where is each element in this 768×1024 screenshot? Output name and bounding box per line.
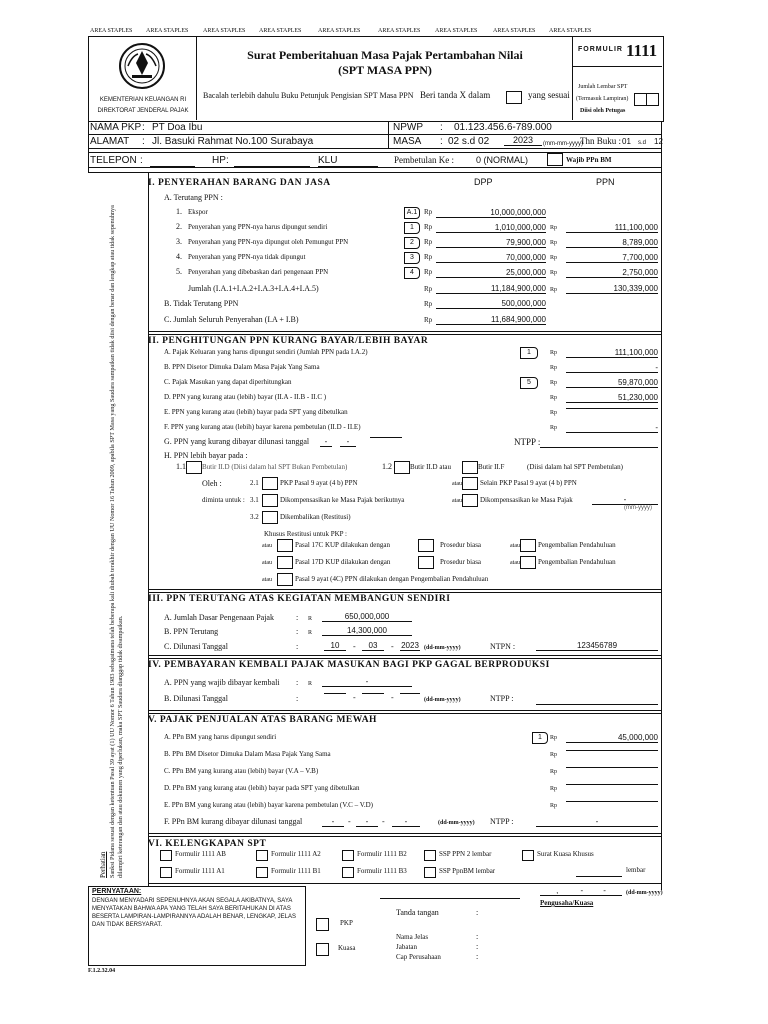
sec2-row-value[interactable] (566, 408, 658, 409)
cap-colon: : (476, 952, 479, 961)
section-3-c-mm[interactable]: 03 (362, 641, 384, 651)
sec5-row-label: E. PPn BM yang kurang atau (lebih) bayar karena pembetulan (V.C – V.D) (164, 801, 373, 809)
declaration-title: PERNYATAAN: (92, 888, 142, 895)
sec1-row-ppn-rp: Rp (550, 225, 558, 231)
section-3-b-label: B. PPN Terutang (164, 627, 219, 636)
thn-buku-to[interactable]: 12 (654, 137, 663, 146)
kompensasi-masa[interactable]: - (592, 495, 658, 505)
sec1-row-no: 3. (176, 237, 182, 246)
thn-buku-sd: s.d (638, 140, 647, 146)
section-3-c-label: C. Dilunasi Tanggal (164, 642, 228, 651)
tanda-tangan-colon: : (476, 908, 479, 917)
sec2-row-label: F. PPN yang kurang atau (lebih) bayar karena pembetulan (II.D - II.E) (164, 423, 361, 431)
sec1-row-rp: Rp (424, 268, 433, 276)
atau-6: atau (510, 560, 520, 566)
h11-checkbox[interactable] (186, 461, 202, 474)
pkp-pasal-checkbox[interactable] (262, 477, 278, 490)
section-5-f-yyyy[interactable]: - (392, 817, 420, 827)
selain-pkp-checkbox[interactable] (462, 477, 478, 490)
pasal17d-checkbox[interactable] (277, 556, 293, 569)
sec1-row-label: Penyerahan yang dibebaskan dari pengenaan PPN (188, 268, 329, 276)
section-4-a-label: A. PPN yang wajib dibayar kembali (164, 678, 280, 687)
sec1-row-label: Ekspor (188, 208, 208, 216)
ppn-header: PPN (596, 177, 615, 187)
sec1-row-no: 4. (176, 252, 182, 261)
kompensasi-checkbox[interactable] (262, 494, 278, 507)
sec1-row-dpp[interactable]: 70,000,000 (436, 253, 546, 263)
tidak-terutang-label: B. Tidak Terutang PPN (164, 299, 239, 308)
section-5-f-dd[interactable]: - (322, 817, 344, 827)
section-4-b-dd[interactable] (324, 693, 346, 694)
footer-code: F.1.2.32.04 (88, 968, 116, 974)
sec6-checkbox[interactable] (342, 850, 354, 861)
alamat-value[interactable]: Jl. Basuki Rahmat No.100 Surabaya (152, 136, 314, 147)
masa-label: MASA (393, 136, 422, 147)
sec1-row-ppn[interactable]: 7,700,000 (566, 253, 658, 263)
sec1-row-rp: Rp (424, 238, 433, 246)
staple-label: AREA STAPLES (90, 28, 133, 34)
sec1-row-code: A.1 (404, 207, 420, 219)
signature-date[interactable]: , - - (540, 886, 622, 896)
staple-label: AREA STAPLES (146, 28, 189, 34)
section-3-b-value[interactable]: 14,300,000 (322, 626, 412, 636)
sec5-row-label: D. PPn BM yang kurang atau (lebih) bayar pada SPT yang dibetulkan (164, 784, 360, 792)
sec6-checkbox[interactable] (160, 867, 172, 878)
hp-colon: : (226, 155, 229, 166)
sec6-item-label: Formulir 1111 B2 (357, 850, 407, 858)
staple-label: AREA STAPLES (203, 28, 246, 34)
selain-pkp-label: Selain PKP Pasal 9 ayat (4 b) PPN (480, 479, 577, 487)
section-4-b-colon: : (296, 694, 299, 703)
npwp-label: NPWP (393, 122, 423, 133)
section-4-b-label: B. Dilunasi Tanggal (164, 694, 228, 703)
section-4-b-yyyy[interactable] (400, 693, 420, 694)
side-note-heading: Perhatian (99, 851, 107, 878)
sec5-row-rp: Rp (550, 735, 558, 741)
jumlah-ppn: 130,339,000 (566, 284, 658, 294)
sec2-row-label: D. PPN yang kurang atau (lebih) bayar (II.A - II.B - II.C ) (164, 393, 327, 401)
jumlah-rp: Rp (424, 285, 433, 293)
sec1-row-code: 4 (404, 267, 420, 279)
formulir-number: 1111 (626, 41, 658, 60)
section-4-title: IV. PEMBAYARAN KEMBALI PAJAK MASUKAN BAGI PKP GAGAL BERPRODUKSI (148, 660, 550, 670)
masa-colon: : (440, 136, 443, 147)
atau-5: atau (262, 560, 272, 566)
section-2-h-label: H. PPN lebih bayar pada : (164, 451, 248, 460)
sec1-row-dpp[interactable]: 1,010,000,000 (436, 223, 546, 233)
pasal17d-prosedur-checkbox[interactable] (418, 556, 434, 569)
staple-label: AREA STAPLES (435, 28, 478, 34)
sec2-row-label: B. PPN Disetor Dimuka Dalam Masa Pajak Yang Sama (164, 363, 320, 371)
lembar-label-2: (Termasuk Lampiran) (576, 96, 629, 102)
sec6-checkbox[interactable] (424, 850, 436, 861)
sec6-checkbox[interactable] (424, 867, 436, 878)
kompensasi-label: Dikompensasikan ke Masa Pajak berikutnya (280, 496, 405, 504)
telepon-colon: : (140, 155, 143, 166)
section-1-title: I. PENYERAHAN BARANG DAN JASA (148, 178, 331, 188)
jumlah-dpp: 11,184,900,000 (436, 284, 546, 294)
sec1-row-code: 1 (404, 222, 420, 234)
masa-value[interactable]: 02 s.d 02 (448, 136, 490, 147)
sec5-row-code: 1 (532, 732, 548, 744)
pasal9-checkbox[interactable] (277, 573, 293, 586)
sec1-row-ppn[interactable]: 2,750,000 (566, 268, 658, 278)
sec1-row-ppn-rp: Rp (550, 255, 558, 261)
sec1-row-label: Penyerahan yang PPN-nya dipungut oleh Pemungut PPN (188, 238, 349, 246)
sec6-checkbox[interactable] (160, 850, 172, 861)
diminta-label: diminta untuk : (202, 496, 245, 504)
sec2-row-value[interactable]: - (566, 423, 658, 433)
h21-label: 2.1 (250, 479, 259, 487)
sec6-item-label: Formulir 1111 B3 (357, 867, 407, 875)
wajib-ppnbm-label: Wajib PPn BM (566, 156, 612, 164)
kuasa-label: Kuasa (338, 944, 356, 952)
pembetulan-value[interactable]: 0 (NORMAL) (476, 155, 529, 165)
form-subtitle: (SPT MASA PPN) (338, 63, 432, 77)
hp-label: HP (212, 155, 226, 166)
section-3-ntpn-value[interactable]: 123456789 (536, 641, 658, 651)
pasal17c-checkbox[interactable] (277, 539, 293, 552)
section-4-a-value[interactable]: - (322, 677, 412, 687)
sec1-row-no: 5. (176, 267, 182, 276)
sec5-row-value[interactable] (566, 750, 658, 751)
pengusaha-label: Pengusaha/Kuasa (540, 899, 594, 907)
sec1-row-ppn-rp: Rp (550, 240, 558, 246)
sec1-row-rp: Rp (424, 223, 433, 231)
sec1-row-ppn[interactable]: 8,789,000 (566, 238, 658, 248)
side-note (100, 178, 140, 878)
dpp-header: DPP (474, 177, 493, 187)
staple-label: AREA STAPLES (493, 28, 536, 34)
section-3-b-r: R (308, 630, 313, 636)
wajib-ppnbm-checkbox[interactable] (547, 153, 563, 166)
pkp-label: PKP (340, 919, 353, 927)
section-2-g-ntpp-label: NTPP : (514, 437, 541, 447)
section-3-ntpn-label: NTPN : (490, 642, 516, 651)
formulir-label: FORMULIR (578, 46, 623, 53)
pkp-pasal-label: PKP Pasal 9 ayat (4 b) PPN (280, 479, 358, 487)
mark-note: Beri tanda X dalam (420, 90, 491, 100)
section-3-b-colon: : (296, 627, 299, 636)
nama-label: NAMA PKP (90, 122, 142, 133)
ministry-logo (118, 42, 166, 90)
h31-label: 3.1 (250, 496, 259, 504)
sec6-item-label: Formulir 1111 B1 (271, 867, 321, 875)
sec2-row-value[interactable]: 51,230,000 (566, 393, 658, 403)
staple-label: AREA STAPLES (549, 28, 592, 34)
sec1-row-label: Penyerahan yang PPN-nya harus dipungut sendiri (188, 223, 328, 231)
nama-jelas-colon: : (476, 932, 479, 941)
lembar-box-2[interactable] (646, 93, 659, 106)
section-4-ntpp-label: NTPP : (490, 694, 514, 703)
atau-2: atau (452, 498, 462, 504)
atau-4: atau (510, 543, 520, 549)
npwp-value[interactable]: 01.123.456.6-789.000 (454, 122, 552, 133)
restitusi-label: Dikembalikan (Restitusi) (280, 513, 351, 521)
sec5-row-rp: Rp (550, 786, 558, 792)
section-2-title: II. PENGHITUNGAN PPN KURANG BAYAR/LEBIH BAYAR (148, 336, 429, 346)
nama-jelas-label: Nama Jelas (396, 933, 429, 941)
section-4-a-colon: : (296, 678, 299, 687)
sec2-row-rp: Rp (550, 365, 558, 371)
section-3-a-r: R (308, 616, 313, 622)
jumlah-seluruh-label: C. Jumlah Seluruh Penyerahan (I.A + I.B) (164, 315, 299, 324)
sec5-row-value[interactable]: 45,000,000 (566, 733, 658, 743)
tidak-terutang-rp: Rp (424, 300, 433, 308)
signature-date-format: (dd-mm-yyyy) (626, 890, 663, 896)
pasal9-label: Pasal 9 ayat (4C) PPN dilakukan dengan Pengembalian Pendahuluan (295, 575, 489, 583)
section-3-c-colon: : (296, 642, 299, 651)
tanda-tangan-label: Tanda tangan (396, 908, 439, 917)
pasal17d-pengembalian-checkbox[interactable] (520, 556, 536, 569)
pasal17d-pengembalian-label: Pengembalian Pendahuluan (538, 558, 616, 566)
sec1-row-dpp[interactable]: 10,000,000,000 (436, 208, 546, 218)
kompensasi2-label: Dikompensasikan ke Masa Pajak (480, 496, 573, 504)
restitusi-checkbox[interactable] (262, 511, 278, 524)
h32-label: 3.2 (250, 513, 259, 521)
sec1-row-rp: Rp (424, 208, 433, 216)
section-2-h11: 1.1 (176, 462, 186, 471)
alamat-label: ALAMAT (90, 136, 130, 147)
pasal17c-prosedur-checkbox[interactable] (418, 539, 434, 552)
sec1-row-label: Penyerahan yang PPN-nya tidak dipungut (188, 253, 306, 261)
mark-example-box (506, 91, 522, 104)
sec5-row-value[interactable] (566, 784, 658, 785)
h12b-checkbox[interactable] (462, 461, 478, 474)
sec2-row-value[interactable]: 59,870,000 (566, 378, 658, 388)
sec2-row-value[interactable]: 111,100,000 (566, 348, 658, 358)
pasal17c-prosedur-label: Prosedur biasa (440, 541, 482, 549)
form-title: Surat Pemberitahuan Masa Pajak Pertambahan Nilai (247, 48, 523, 62)
jumlah-ppn-rp: Rp (550, 287, 558, 293)
sec6-checkbox[interactable] (256, 850, 268, 861)
sec2-row-value[interactable]: - (566, 363, 658, 373)
sec1-row-ppn[interactable]: 111,100,000 (566, 223, 658, 233)
sec2-row-code: 5 (520, 377, 538, 389)
pasal17d-prosedur-label: Prosedur biasa (440, 558, 482, 566)
section-6-title: VI. KELENGKAPAN SPT (148, 839, 267, 849)
thn-buku-from[interactable]: 01 (622, 137, 631, 146)
kompensasi2-checkbox[interactable] (462, 494, 478, 507)
sec5-row-label: B. PPn BM Disetor Dimuka Dalam Masa Pajak Yang Sama (164, 750, 331, 758)
sec1-row-no: 2. (176, 222, 182, 231)
section-5-ntpp-label: NTPP : (490, 817, 514, 826)
sec6-item-label: Surat Kuasa Khusus (537, 850, 594, 858)
kuasa-checkbox[interactable] (316, 943, 329, 956)
h12-label: Butir II.D atau (410, 463, 452, 471)
section-5-format: (dd-mm-yyyy) (438, 820, 475, 826)
pasal17c-pengembalian-label: Pengembalian Pendahuluan (538, 541, 616, 549)
section-3-format: (dd-mm-yyyy) (424, 645, 461, 651)
sec2-row-rp: Rp (550, 425, 558, 431)
pkp-checkbox[interactable] (316, 918, 329, 931)
declaration-text: DENGAN MENYADARI SEPENUHNYA AKAN SEGALA AKIBATNYA, SAYA MENYATAKAN BAHWA APA YANG TELAH SAYA BERITAHUKAN DI ATAS BESERTA LAMPIRAN-LAMPIRANNYA ADALAH BENAR, LENGKAP, JELAS DAN TIDAK BERSYARAT. (92, 898, 296, 928)
jumlah-seluruh-dpp: 11,684,900,000 (436, 315, 546, 325)
sec1-row-no: 1. (176, 207, 182, 216)
npwp-colon: : (440, 122, 443, 133)
sec6-checkbox[interactable] (342, 867, 354, 878)
sec6-item-label: Formulir 1111 AB (175, 850, 226, 858)
lembar-label: Jumlah Lembar SPT (578, 84, 628, 90)
section-3-a-label: A. Jumlah Dasar Pengenaan Pajak (164, 613, 274, 622)
sec2-row-rp: Rp (550, 395, 558, 401)
atau-1: atau (452, 481, 462, 487)
sec5-row-value[interactable] (566, 767, 658, 768)
sec2-row-label: A. Pajak Keluaran yang harus dipungut sendiri (Jumlah PPN pada I.A.2) (164, 348, 368, 356)
jumlah-seluruh-rp: Rp (424, 316, 433, 324)
sec6-item-label: SSP PpnBM lembar (439, 867, 496, 875)
petugas-label: Diisi oleh Petugas (580, 108, 626, 114)
sec1-row-dpp[interactable]: 25,000,000 (436, 268, 546, 278)
khusus-label: Khusus Restitusi untuk PKP : (264, 530, 347, 538)
sec6-item-label: SSP PPN 2 lembar (439, 850, 492, 858)
ministry-name: KEMENTERIAN KEUANGAN RI (99, 97, 187, 103)
section-2-g-dd[interactable]: - (320, 437, 332, 447)
section-5-ntpp-value[interactable]: - (536, 817, 658, 827)
sec5-row-label: C. PPn BM yang kurang atau (lebih) bayar (V.A – V.B) (164, 767, 319, 775)
pasal17c-pengembalian-checkbox[interactable] (520, 539, 536, 552)
h12-checkbox[interactable] (394, 461, 410, 474)
sec2-row-rp: Rp (550, 350, 558, 356)
staple-label: AREA STAPLES (378, 28, 421, 34)
section-3-c-dd[interactable]: 10 (324, 641, 346, 651)
sec6-item-label: Formulir 1111 A2 (271, 850, 321, 858)
sec6-checkbox[interactable] (256, 867, 268, 878)
section-4-a-r: R (308, 681, 313, 687)
sec5-row-label: A. PPn BM yang harus dipungut sendiri (164, 733, 277, 741)
atau-7: atau (262, 577, 272, 583)
h12-note: (Diisi dalam hal SPT Pembetulan) (527, 463, 623, 471)
pasal17c-label: Pasal 17C KUP dilakukan dengan (295, 541, 391, 549)
directorate-name: DIREKTORAT JENDERAL PAJAK (97, 108, 189, 114)
section-3-a-colon: : (296, 613, 299, 622)
section-4-format: (dd-mm-yyyy) (424, 697, 461, 703)
sec2-row-rp: Rp (550, 380, 558, 386)
lembar-suffix: lembar (626, 866, 646, 874)
section-2-g-mm[interactable]: - (340, 437, 356, 447)
sec1-row-dpp[interactable]: 79,900,000 (436, 238, 546, 248)
oleh-label: Oleh : (202, 479, 222, 488)
jabatan-label: Jabatan (396, 943, 417, 951)
sec1-row-code: 3 (404, 252, 420, 264)
sec1-row-code: 2 (404, 237, 420, 249)
section-2-g-yyyy[interactable] (370, 437, 402, 438)
sec2-row-label: C. Pajak Masukan yang dapat diperhitungkan (164, 378, 292, 386)
atau-3: atau (262, 543, 272, 549)
nama-colon: : (142, 122, 145, 133)
masa-format: (mm-mm-yyyy) (543, 141, 583, 147)
sec5-row-rp: Rp (550, 803, 558, 809)
klu-label: KLU (318, 155, 338, 166)
sec2-row-label: E. PPN yang kurang atau (lebih) bayar pada SPT yang dibetulkan (164, 408, 348, 416)
mark-note-2: yang sesuai (528, 90, 570, 100)
h11-label: Butir II.D (Diisi dalam hal SPT Bukan Pembetulan) (202, 463, 348, 471)
section-3-c-yyyy[interactable]: 2023 (401, 641, 419, 650)
sec1-row-ppn-rp: Rp (550, 270, 558, 276)
section-2-g-label: G. PPN yang kurang dibayar dilunasi tanggal (164, 437, 310, 446)
staple-label: AREA STAPLES (259, 28, 302, 34)
sec1-row-rp: Rp (424, 253, 433, 261)
section-1-a: A. Terutang PPN : (164, 193, 223, 202)
section-3-a-value[interactable]: 650,000,000 (322, 612, 412, 622)
side-note-text-1: Sanksi Pidana sesuai dengan ketentuan Pasal 39 ayat (1) UU Nomor 6 Tahun 1983 sebagaimana telah beberapa kali diubah terakhir dengan UU Nomor 16 Tahun 2009, apabila SPT Masa yang Saudara sampaikan tidak diisi dengan benar dan lengkap atau tidak sepenuhnya (109, 205, 116, 878)
sec5-row-value[interactable] (566, 801, 658, 802)
sec6-checkbox[interactable] (522, 850, 534, 861)
pasal17d-label: Pasal 17D KUP dilakukan dengan (295, 558, 391, 566)
cap-label: Cap Perusahaan (396, 953, 441, 961)
side-note-text-2: dilampiri keterangan dan atau dokumen yang diperlukan, maka SPT Saudara dianggap tidak disampaikan. (117, 615, 124, 878)
section-3-title: III. PPN TERUTANG ATAS KEGIATAN MEMBANGUN SENDIRI (148, 594, 451, 604)
sec5-row-rp: Rp (550, 769, 558, 775)
alamat-colon: : (142, 136, 145, 147)
kompensasi-format: (mm-yyyy) (624, 505, 652, 511)
masa-year[interactable]: 2023 (504, 136, 542, 146)
sec2-row-rp: Rp (550, 410, 558, 416)
pembetulan-label: Pembetulan Ke : (394, 155, 454, 165)
section-4-b-mm[interactable] (362, 693, 384, 694)
section-5-title: V. PAJAK PENJUALAN ATAS BARANG MEWAH (148, 715, 377, 725)
telepon-label: TELEPON (90, 155, 137, 166)
nama-value[interactable]: PT Doa Ibu (152, 122, 203, 133)
thn-buku-label: Thn Buku : (580, 136, 622, 146)
jumlah-label: Jumlah (I.A.1+I.A.2+I.A.3+I.A.4+I.A.5) (188, 284, 319, 293)
sec5-row-rp: Rp (550, 752, 558, 758)
sec2-row-code: 1 (520, 347, 538, 359)
tidak-terutang-dpp[interactable]: 500,000,000 (436, 299, 546, 309)
section-2-h12: 1.2 (382, 462, 392, 471)
section-5-f-label: F. PPn BM kurang dibayar dilunasi tanggal (164, 817, 303, 826)
staple-label: AREA STAPLES (318, 28, 361, 34)
instruction-note: Bacalah terlebih dahulu Buku Petunjuk Pengisian SPT Masa PPN (203, 91, 414, 100)
jabatan-colon: : (476, 942, 479, 951)
section-5-f-mm[interactable]: - (356, 817, 378, 827)
sec6-item-label: Formulir 1111 A1 (175, 867, 225, 875)
h12b-label: Butir II.F (478, 463, 505, 471)
